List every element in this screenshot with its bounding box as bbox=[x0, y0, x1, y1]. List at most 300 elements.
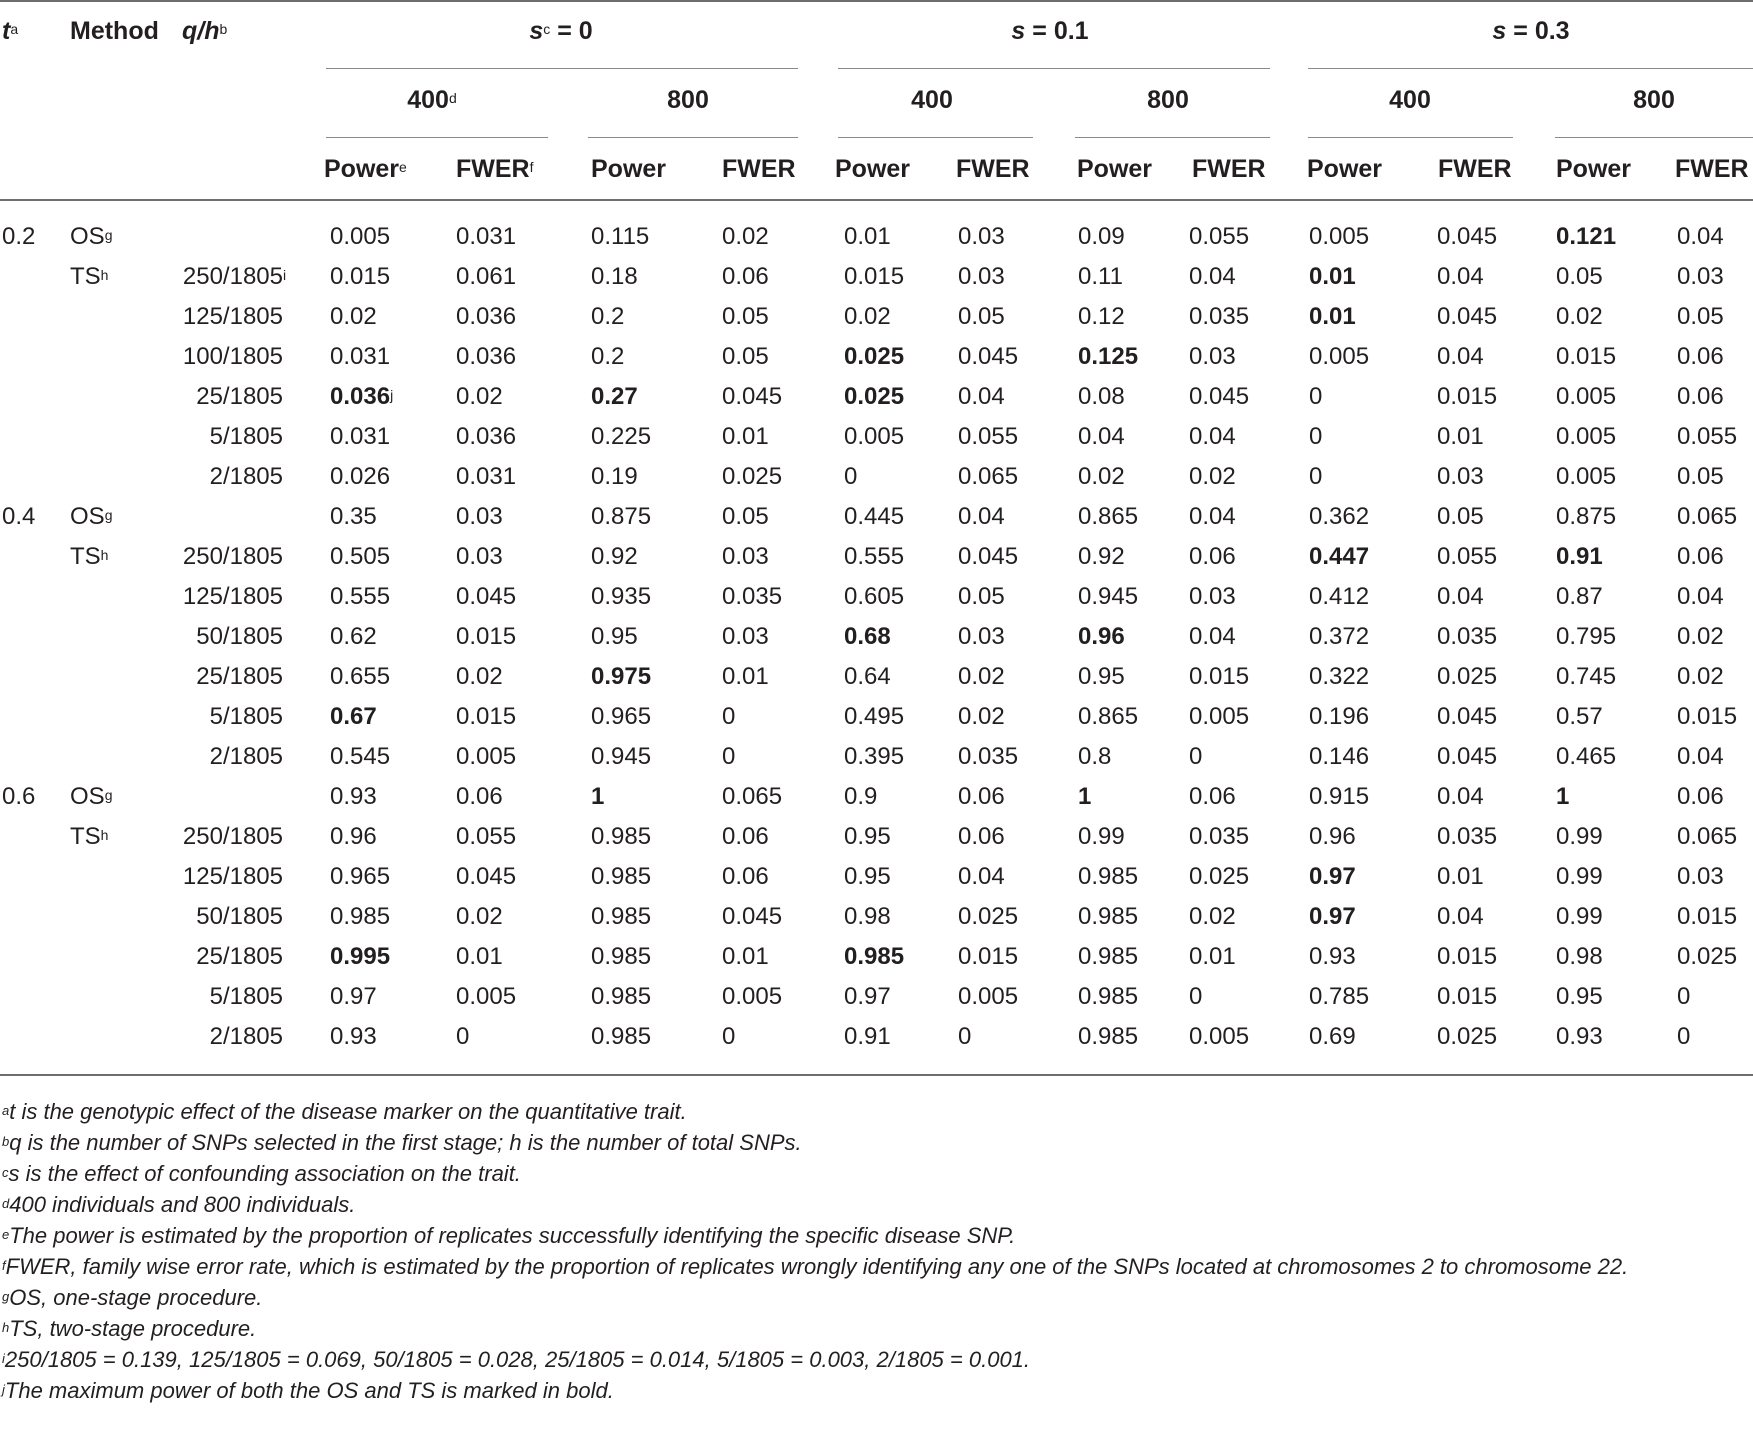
power-cell: 0.005 bbox=[1556, 463, 1617, 490]
power-cell: 0.026 bbox=[330, 463, 391, 490]
power-cell: 0.975 bbox=[591, 663, 652, 690]
footnote: $^e$The power is estimated by the proportion of replicates successfully identifying the specific disease SNP. bbox=[2, 1223, 1016, 1248]
power-cell: 0.985 bbox=[591, 1023, 652, 1050]
power-cell: 0.98 bbox=[844, 903, 891, 930]
power-cell: 0.95 bbox=[844, 823, 891, 850]
power-cell: 0.87 bbox=[1556, 583, 1603, 610]
power-cell: 0.985 bbox=[1078, 943, 1139, 970]
fwer-cell: 0.01 bbox=[722, 423, 769, 450]
power-cell: 0.015 bbox=[1556, 343, 1617, 370]
fwer-cell: 0.05 bbox=[722, 343, 769, 370]
power-cell: 0.495 bbox=[844, 703, 905, 730]
power-cell: 0.121 bbox=[1556, 223, 1617, 250]
fwer-cell: 0.04 bbox=[958, 503, 1005, 530]
fwer-cell: 0.035 bbox=[1189, 303, 1250, 330]
power-cell: 0.945 bbox=[591, 743, 652, 770]
power-cell: 0.92 bbox=[1078, 543, 1125, 570]
power-cell: 0.99 bbox=[1556, 823, 1603, 850]
power-cell: 0 bbox=[1309, 383, 1323, 410]
power-cell: 0.97 bbox=[1309, 863, 1356, 890]
fwer-cell: 0.015 bbox=[1677, 903, 1738, 930]
power-cell: 0.04 bbox=[1078, 423, 1125, 450]
fwer-cell: 0.045 bbox=[1437, 223, 1498, 250]
fwer-cell: 0.015 bbox=[1437, 383, 1498, 410]
power-cell: 0.025 bbox=[844, 383, 905, 410]
qh-cell: 25/1805 bbox=[196, 383, 283, 410]
fwer-cell: 0.045 bbox=[958, 343, 1019, 370]
power-cell: 0.395 bbox=[844, 743, 905, 770]
top-rule bbox=[0, 0, 1753, 2]
footnote: $^c$s is the effect of confounding association on the trait. bbox=[2, 1161, 521, 1186]
t-value: 0.4 bbox=[2, 503, 36, 530]
power-cell: 0.985 bbox=[591, 863, 652, 890]
power-cell: 0.35 bbox=[330, 503, 377, 530]
fwer-cell: 0.055 bbox=[1677, 423, 1738, 450]
fwer-cell: 0 bbox=[722, 703, 736, 730]
power-cell: 0.95 bbox=[1078, 663, 1125, 690]
power-cell: 0.785 bbox=[1309, 983, 1370, 1010]
group-rule-s0 bbox=[326, 68, 798, 69]
fwer-cell: 0.035 bbox=[1437, 823, 1498, 850]
power-cell: 0.985 bbox=[591, 823, 652, 850]
fwer-cell: 0.04 bbox=[1189, 263, 1236, 290]
power-cell: 0.322 bbox=[1309, 663, 1370, 690]
power-cell: 0.67 bbox=[330, 703, 377, 730]
power-cell: 0 bbox=[844, 463, 858, 490]
fwer-cell: 0.045 bbox=[722, 903, 783, 930]
fwer-cell: 0.01 bbox=[456, 943, 503, 970]
fwer-cell: 0.03 bbox=[1189, 343, 1236, 370]
power-cell: 0.465 bbox=[1556, 743, 1617, 770]
fwer-cell: 0.02 bbox=[722, 223, 769, 250]
column-header-power: Power bbox=[835, 155, 911, 183]
fwer-cell: 0.03 bbox=[958, 223, 1005, 250]
fwer-cell: 0.05 bbox=[1437, 503, 1484, 530]
fwer-cell: 0.02 bbox=[1189, 463, 1236, 490]
fwer-cell: 0.025 bbox=[722, 463, 783, 490]
fwer-cell: 0.045 bbox=[1437, 303, 1498, 330]
power-cell: 0.93 bbox=[330, 1023, 377, 1050]
group-header-s0: $s^c = 0$ bbox=[529, 17, 593, 45]
power-cell: 0.99 bbox=[1078, 823, 1125, 850]
power-cell: 0.01 bbox=[844, 223, 891, 250]
fwer-cell: 0.055 bbox=[958, 423, 1019, 450]
fwer-cell: 0.02 bbox=[1189, 903, 1236, 930]
fwer-cell: 0.015 bbox=[1437, 983, 1498, 1010]
fwer-cell: 0.065 bbox=[1677, 503, 1738, 530]
fwer-cell: 0.065 bbox=[722, 783, 783, 810]
column-header-power: Power$^e$ bbox=[324, 155, 407, 183]
power-cell: 0.372 bbox=[1309, 623, 1370, 650]
power-cell: 0.745 bbox=[1556, 663, 1617, 690]
fwer-cell: 0.04 bbox=[958, 383, 1005, 410]
footnote: $^g$OS, one-stage procedure. bbox=[2, 1285, 263, 1310]
power-cell: 0.985 bbox=[330, 903, 391, 930]
fwer-cell: 0.01 bbox=[1189, 943, 1236, 970]
power-cell: 0.005 bbox=[1556, 423, 1617, 450]
fwer-cell: 0.02 bbox=[958, 663, 1005, 690]
fwer-cell: 0.005 bbox=[456, 743, 517, 770]
fwer-cell: 0.045 bbox=[456, 583, 517, 610]
power-cell: 0.985 bbox=[591, 943, 652, 970]
qh-cell: 2/1805 bbox=[209, 463, 283, 490]
method-cell: $OS^g$ bbox=[70, 503, 113, 530]
power-cell: 0.95 bbox=[591, 623, 638, 650]
power-cell: 0.62 bbox=[330, 623, 377, 650]
fwer-cell: 0.06 bbox=[1189, 543, 1236, 570]
power-cell: 0.015 bbox=[330, 263, 391, 290]
power-cell: 0.875 bbox=[591, 503, 652, 530]
column-header-power: Power bbox=[1077, 155, 1153, 183]
power-cell: 0.12 bbox=[1078, 303, 1125, 330]
qh-cell: 250/1805 bbox=[182, 543, 283, 570]
fwer-cell: 0.04 bbox=[1437, 583, 1484, 610]
qh-cell: 2/1805 bbox=[209, 743, 283, 770]
size-header: 400 bbox=[1389, 86, 1431, 114]
fwer-cell: 0.02 bbox=[1677, 623, 1724, 650]
qh-cell: 25/1805 bbox=[196, 663, 283, 690]
power-cell: 0.02 bbox=[844, 303, 891, 330]
power-cell: 0.19 bbox=[591, 463, 638, 490]
fwer-cell: 0.04 bbox=[1189, 503, 1236, 530]
power-cell: 0.445 bbox=[844, 503, 905, 530]
power-cell: 1 bbox=[1556, 783, 1570, 810]
power-cell: 0.605 bbox=[844, 583, 905, 610]
power-cell: 0.555 bbox=[844, 543, 905, 570]
fwer-cell: 0.005 bbox=[456, 983, 517, 1010]
power-cell: 0.97 bbox=[844, 983, 891, 1010]
t-value: 0.2 bbox=[2, 223, 36, 250]
power-cell: 0.031 bbox=[330, 343, 391, 370]
method-cell: $OS^g$ bbox=[70, 223, 113, 250]
qh-cell: 5/1805 bbox=[209, 423, 283, 450]
power-cell: 0.18 bbox=[591, 263, 638, 290]
fwer-cell: 0.005 bbox=[958, 983, 1019, 1010]
size-header: 400$^d$ bbox=[407, 86, 457, 114]
fwer-cell: 0.06 bbox=[1677, 543, 1724, 570]
fwer-cell: 0.05 bbox=[722, 303, 769, 330]
fwer-cell: 0.01 bbox=[722, 663, 769, 690]
size-rule bbox=[1555, 137, 1753, 138]
power-cell: 1 bbox=[1078, 783, 1092, 810]
power-cell: 0.93 bbox=[1309, 943, 1356, 970]
power-cell: 0.025 bbox=[844, 343, 905, 370]
power-cell: 0.02 bbox=[330, 303, 377, 330]
power-cell: 0.02 bbox=[1556, 303, 1603, 330]
fwer-cell: 0.015 bbox=[1437, 943, 1498, 970]
power-cell: 0.865 bbox=[1078, 503, 1139, 530]
fwer-cell: 0.031 bbox=[456, 223, 517, 250]
fwer-cell: 0.03 bbox=[958, 263, 1005, 290]
fwer-cell: 0.04 bbox=[1437, 263, 1484, 290]
power-cell: 0.196 bbox=[1309, 703, 1370, 730]
qh-cell: 5/1805 bbox=[209, 703, 283, 730]
fwer-cell: 0.036 bbox=[456, 303, 517, 330]
method-cell: $OS^g$ bbox=[70, 783, 113, 810]
power-cell: 0.97 bbox=[1309, 903, 1356, 930]
power-cell: 0.11 bbox=[1078, 263, 1123, 290]
fwer-cell: 0.055 bbox=[1437, 543, 1498, 570]
power-cell: 0.01 bbox=[1309, 263, 1356, 290]
qh-cell: 125/1805 bbox=[182, 303, 283, 330]
header-t: $t^a$ bbox=[2, 17, 19, 45]
column-header-power: Power bbox=[591, 155, 667, 183]
power-cell: 0.555 bbox=[330, 583, 391, 610]
power-cell: 0.985 bbox=[1078, 983, 1139, 1010]
qh-cell: 100/1805 bbox=[182, 343, 283, 370]
power-cell: 0.2 bbox=[591, 303, 625, 330]
power-cell: 0.01 bbox=[1309, 303, 1356, 330]
power-cell: 0.93 bbox=[330, 783, 377, 810]
size-rule bbox=[1308, 137, 1513, 138]
footnote: $^j$The maximum power of both the OS and TS is marked in bold. bbox=[2, 1378, 614, 1403]
size-header: 800 bbox=[1147, 86, 1189, 114]
fwer-cell: 0.045 bbox=[1437, 703, 1498, 730]
power-cell: 0.115 bbox=[591, 223, 650, 250]
power-cell: 0.8 bbox=[1078, 743, 1112, 770]
fwer-cell: 0.055 bbox=[456, 823, 517, 850]
fwer-cell: 0.01 bbox=[722, 943, 769, 970]
fwer-cell: 0.05 bbox=[958, 583, 1005, 610]
fwer-cell: 0.015 bbox=[456, 703, 517, 730]
fwer-cell: 0 bbox=[722, 743, 736, 770]
power-cell: 0.985 bbox=[1078, 1023, 1139, 1050]
fwer-cell: 0.03 bbox=[1437, 463, 1484, 490]
power-cell: 0.985 bbox=[1078, 863, 1139, 890]
fwer-cell: 0.025 bbox=[1189, 863, 1250, 890]
power-cell: 0.965 bbox=[591, 703, 652, 730]
fwer-cell: 0.05 bbox=[1677, 303, 1724, 330]
fwer-cell: 0.03 bbox=[722, 543, 769, 570]
fwer-cell: 0.05 bbox=[958, 303, 1005, 330]
power-cell: 0.945 bbox=[1078, 583, 1139, 610]
fwer-cell: 0.02 bbox=[456, 663, 503, 690]
header-rule bbox=[0, 199, 1753, 201]
power-cell: 0.865 bbox=[1078, 703, 1139, 730]
fwer-cell: 0.04 bbox=[1437, 343, 1484, 370]
power-cell: 0.985 bbox=[591, 903, 652, 930]
fwer-cell: 0.04 bbox=[1677, 583, 1724, 610]
group-header-s01: s = 0.1 bbox=[1011, 17, 1089, 45]
footnote: $^b$q is the number of SNPs selected in the first stage; h is the number of total SNPs. bbox=[2, 1130, 802, 1155]
power-cell: 0.99 bbox=[1556, 903, 1603, 930]
power-cell: 0 bbox=[1309, 423, 1323, 450]
power-cell: 0.005 bbox=[330, 223, 391, 250]
fwer-cell: 0.065 bbox=[958, 463, 1019, 490]
power-cell: 0.91 bbox=[1556, 543, 1603, 570]
power-cell: 0.93 bbox=[1556, 1023, 1603, 1050]
power-cell: 0.031 bbox=[330, 423, 391, 450]
power-cell: 0.9 bbox=[844, 783, 878, 810]
fwer-cell: 0.06 bbox=[722, 263, 769, 290]
fwer-cell: 0.045 bbox=[1437, 743, 1498, 770]
group-rule-s01 bbox=[838, 68, 1270, 69]
header-qh: $q/h^b$ bbox=[182, 17, 228, 45]
power-cell: 0.015 bbox=[844, 263, 905, 290]
fwer-cell: 0.05 bbox=[1677, 463, 1724, 490]
fwer-cell: 0.01 bbox=[1437, 863, 1484, 890]
column-header-fwer: FWER bbox=[1438, 155, 1512, 183]
header-method: Method bbox=[70, 17, 159, 45]
power-cell: 0.69 bbox=[1309, 1023, 1356, 1050]
fwer-cell: 0.03 bbox=[1189, 583, 1236, 610]
power-cell: 0.935 bbox=[591, 583, 652, 610]
power-cell: 0.005 bbox=[1309, 343, 1370, 370]
power-cell: 0 bbox=[1309, 463, 1323, 490]
qh-cell: 25/1805 bbox=[196, 943, 283, 970]
fwer-cell: 0.06 bbox=[722, 823, 769, 850]
fwer-cell: 0.03 bbox=[958, 623, 1005, 650]
fwer-cell: 0.015 bbox=[1189, 663, 1250, 690]
fwer-cell: 0.005 bbox=[1189, 1023, 1250, 1050]
column-header-power: Power bbox=[1307, 155, 1383, 183]
footnote: $^h$TS, two-stage procedure. bbox=[2, 1316, 257, 1341]
fwer-cell: 0.015 bbox=[1677, 703, 1738, 730]
fwer-cell: 0 bbox=[456, 1023, 470, 1050]
power-cell: 0.125 bbox=[1078, 343, 1139, 370]
qh-cell: 125/1805 bbox=[182, 583, 283, 610]
fwer-cell: 0 bbox=[1677, 983, 1691, 1010]
power-cell: 1 bbox=[591, 783, 605, 810]
column-header-fwer: FWER bbox=[956, 155, 1030, 183]
power-cell: 0.68 bbox=[844, 623, 891, 650]
column-header-fwer: FWER$^f$ bbox=[456, 155, 534, 183]
power-cell: 0.412 bbox=[1309, 583, 1370, 610]
fwer-cell: 0 bbox=[1677, 1023, 1691, 1050]
method-cell: $TS^h$ bbox=[70, 263, 109, 290]
fwer-cell: 0.04 bbox=[1437, 903, 1484, 930]
fwer-cell: 0.06 bbox=[1189, 783, 1236, 810]
power-cell: 0.91 bbox=[844, 1023, 891, 1050]
fwer-cell: 0.035 bbox=[722, 583, 783, 610]
power-cell: 0.005 bbox=[1309, 223, 1370, 250]
fwer-cell: 0.045 bbox=[958, 543, 1019, 570]
fwer-cell: 0.04 bbox=[1677, 743, 1724, 770]
fwer-cell: 0.06 bbox=[958, 823, 1005, 850]
power-cell: 0.98 bbox=[1556, 943, 1603, 970]
t-value: 0.6 bbox=[2, 783, 36, 810]
method-cell: $TS^h$ bbox=[70, 823, 109, 850]
power-cell: 0.95 bbox=[1556, 983, 1603, 1010]
size-rule bbox=[326, 137, 548, 138]
fwer-cell: 0.025 bbox=[1437, 1023, 1498, 1050]
qh-cell: 2/1805 bbox=[209, 1023, 283, 1050]
fwer-cell: 0.03 bbox=[722, 623, 769, 650]
qh-cell: 50/1805 bbox=[196, 903, 283, 930]
fwer-cell: 0.015 bbox=[456, 623, 517, 650]
fwer-cell: 0.015 bbox=[958, 943, 1019, 970]
fwer-cell: 0.06 bbox=[958, 783, 1005, 810]
fwer-cell: 0.045 bbox=[456, 863, 517, 890]
fwer-cell: 0.01 bbox=[1437, 423, 1484, 450]
power-cell: 0.875 bbox=[1556, 503, 1617, 530]
fwer-cell: 0.06 bbox=[722, 863, 769, 890]
qh-cell: 125/1805 bbox=[182, 863, 283, 890]
fwer-cell: 0.02 bbox=[456, 383, 503, 410]
power-cell: 0.92 bbox=[591, 543, 638, 570]
fwer-cell: 0.04 bbox=[1189, 623, 1236, 650]
qh-cell: 50/1805 bbox=[196, 623, 283, 650]
fwer-cell: 0.065 bbox=[1677, 823, 1738, 850]
fwer-cell: 0 bbox=[958, 1023, 972, 1050]
fwer-cell: 0 bbox=[1189, 743, 1203, 770]
method-cell: $TS^h$ bbox=[70, 543, 109, 570]
power-cell: 0.995 bbox=[330, 943, 391, 970]
fwer-cell: 0.02 bbox=[456, 903, 503, 930]
group-rule-s03 bbox=[1308, 68, 1753, 69]
fwer-cell: 0.045 bbox=[722, 383, 783, 410]
fwer-cell: 0.03 bbox=[1677, 863, 1724, 890]
footnotes bbox=[2, 1096, 1750, 1406]
fwer-cell: 0.03 bbox=[456, 543, 503, 570]
fwer-cell: 0.06 bbox=[456, 783, 503, 810]
bottom-rule bbox=[0, 1074, 1753, 1076]
qh-cell: 250/1805 i bbox=[182, 263, 287, 290]
power-cell: 0.965 bbox=[330, 863, 391, 890]
power-cell: 0.96 bbox=[1078, 623, 1125, 650]
power-cell: 0.05 bbox=[1556, 263, 1603, 290]
power-cell: 0.27 bbox=[591, 383, 638, 410]
fwer-cell: 0.061 bbox=[456, 263, 517, 290]
power-cell: 0.2 bbox=[591, 343, 625, 370]
power-cell: 0.545 bbox=[330, 743, 391, 770]
fwer-cell: 0.025 bbox=[958, 903, 1019, 930]
size-rule bbox=[588, 137, 798, 138]
fwer-cell: 0.035 bbox=[1189, 823, 1250, 850]
size-header: 800 bbox=[667, 86, 709, 114]
qh-cell: 5/1805 bbox=[209, 983, 283, 1010]
size-rule bbox=[838, 137, 1033, 138]
column-header-power: Power bbox=[1556, 155, 1632, 183]
column-header-fwer: FWER bbox=[722, 155, 796, 183]
power-cell: 0.985 bbox=[591, 983, 652, 1010]
footnote: $^a$t is the genotypic effect of the disease marker on the quantitative trait. bbox=[2, 1099, 687, 1124]
power-cell: 0.225 bbox=[591, 423, 652, 450]
power-cell: 0.985 bbox=[1078, 903, 1139, 930]
power-cell: 0.02 bbox=[1078, 463, 1125, 490]
footnote: $^d$400 individuals and 800 individuals. bbox=[2, 1192, 356, 1217]
power-cell: 0.96 bbox=[330, 823, 377, 850]
fwer-cell: 0.02 bbox=[1677, 663, 1724, 690]
fwer-cell: 0.04 bbox=[1437, 783, 1484, 810]
power-cell: 0.985 bbox=[844, 943, 905, 970]
fwer-cell: 0.06 bbox=[1677, 783, 1724, 810]
fwer-cell: 0.04 bbox=[1189, 423, 1236, 450]
power-cell: 0.96 bbox=[1309, 823, 1356, 850]
power-cell: 0.915 bbox=[1309, 783, 1370, 810]
qh-cell: 250/1805 bbox=[182, 823, 283, 850]
power-cell: 0.64 bbox=[844, 663, 891, 690]
column-header-fwer: FWER bbox=[1192, 155, 1266, 183]
power-cell: 0.99 bbox=[1556, 863, 1603, 890]
power-cell: 0.005 bbox=[1556, 383, 1617, 410]
fwer-cell: 0.031 bbox=[456, 463, 517, 490]
fwer-cell: 0.036 bbox=[456, 423, 517, 450]
fwer-cell: 0.035 bbox=[958, 743, 1019, 770]
footnote: $^i$250/1805 = 0.139, 125/1805 = 0.069, 50/1805 = 0.028, 25/1805 = 0.014, 5/1805 = 0.003, 2/1805 = 0.001. bbox=[2, 1347, 1031, 1372]
power-cell: 0.97 bbox=[330, 983, 377, 1010]
power-cell: 0.005 bbox=[844, 423, 905, 450]
size-header: 800 bbox=[1633, 86, 1675, 114]
power-cell: 0.57 bbox=[1556, 703, 1603, 730]
fwer-cell: 0.036 bbox=[456, 343, 517, 370]
fwer-cell: 0.005 bbox=[722, 983, 783, 1010]
fwer-cell: 0.005 bbox=[1189, 703, 1250, 730]
fwer-cell: 0.045 bbox=[1189, 383, 1250, 410]
power-cell: 0.95 bbox=[844, 863, 891, 890]
fwer-cell: 0.05 bbox=[722, 503, 769, 530]
fwer-cell: 0.04 bbox=[1677, 223, 1724, 250]
